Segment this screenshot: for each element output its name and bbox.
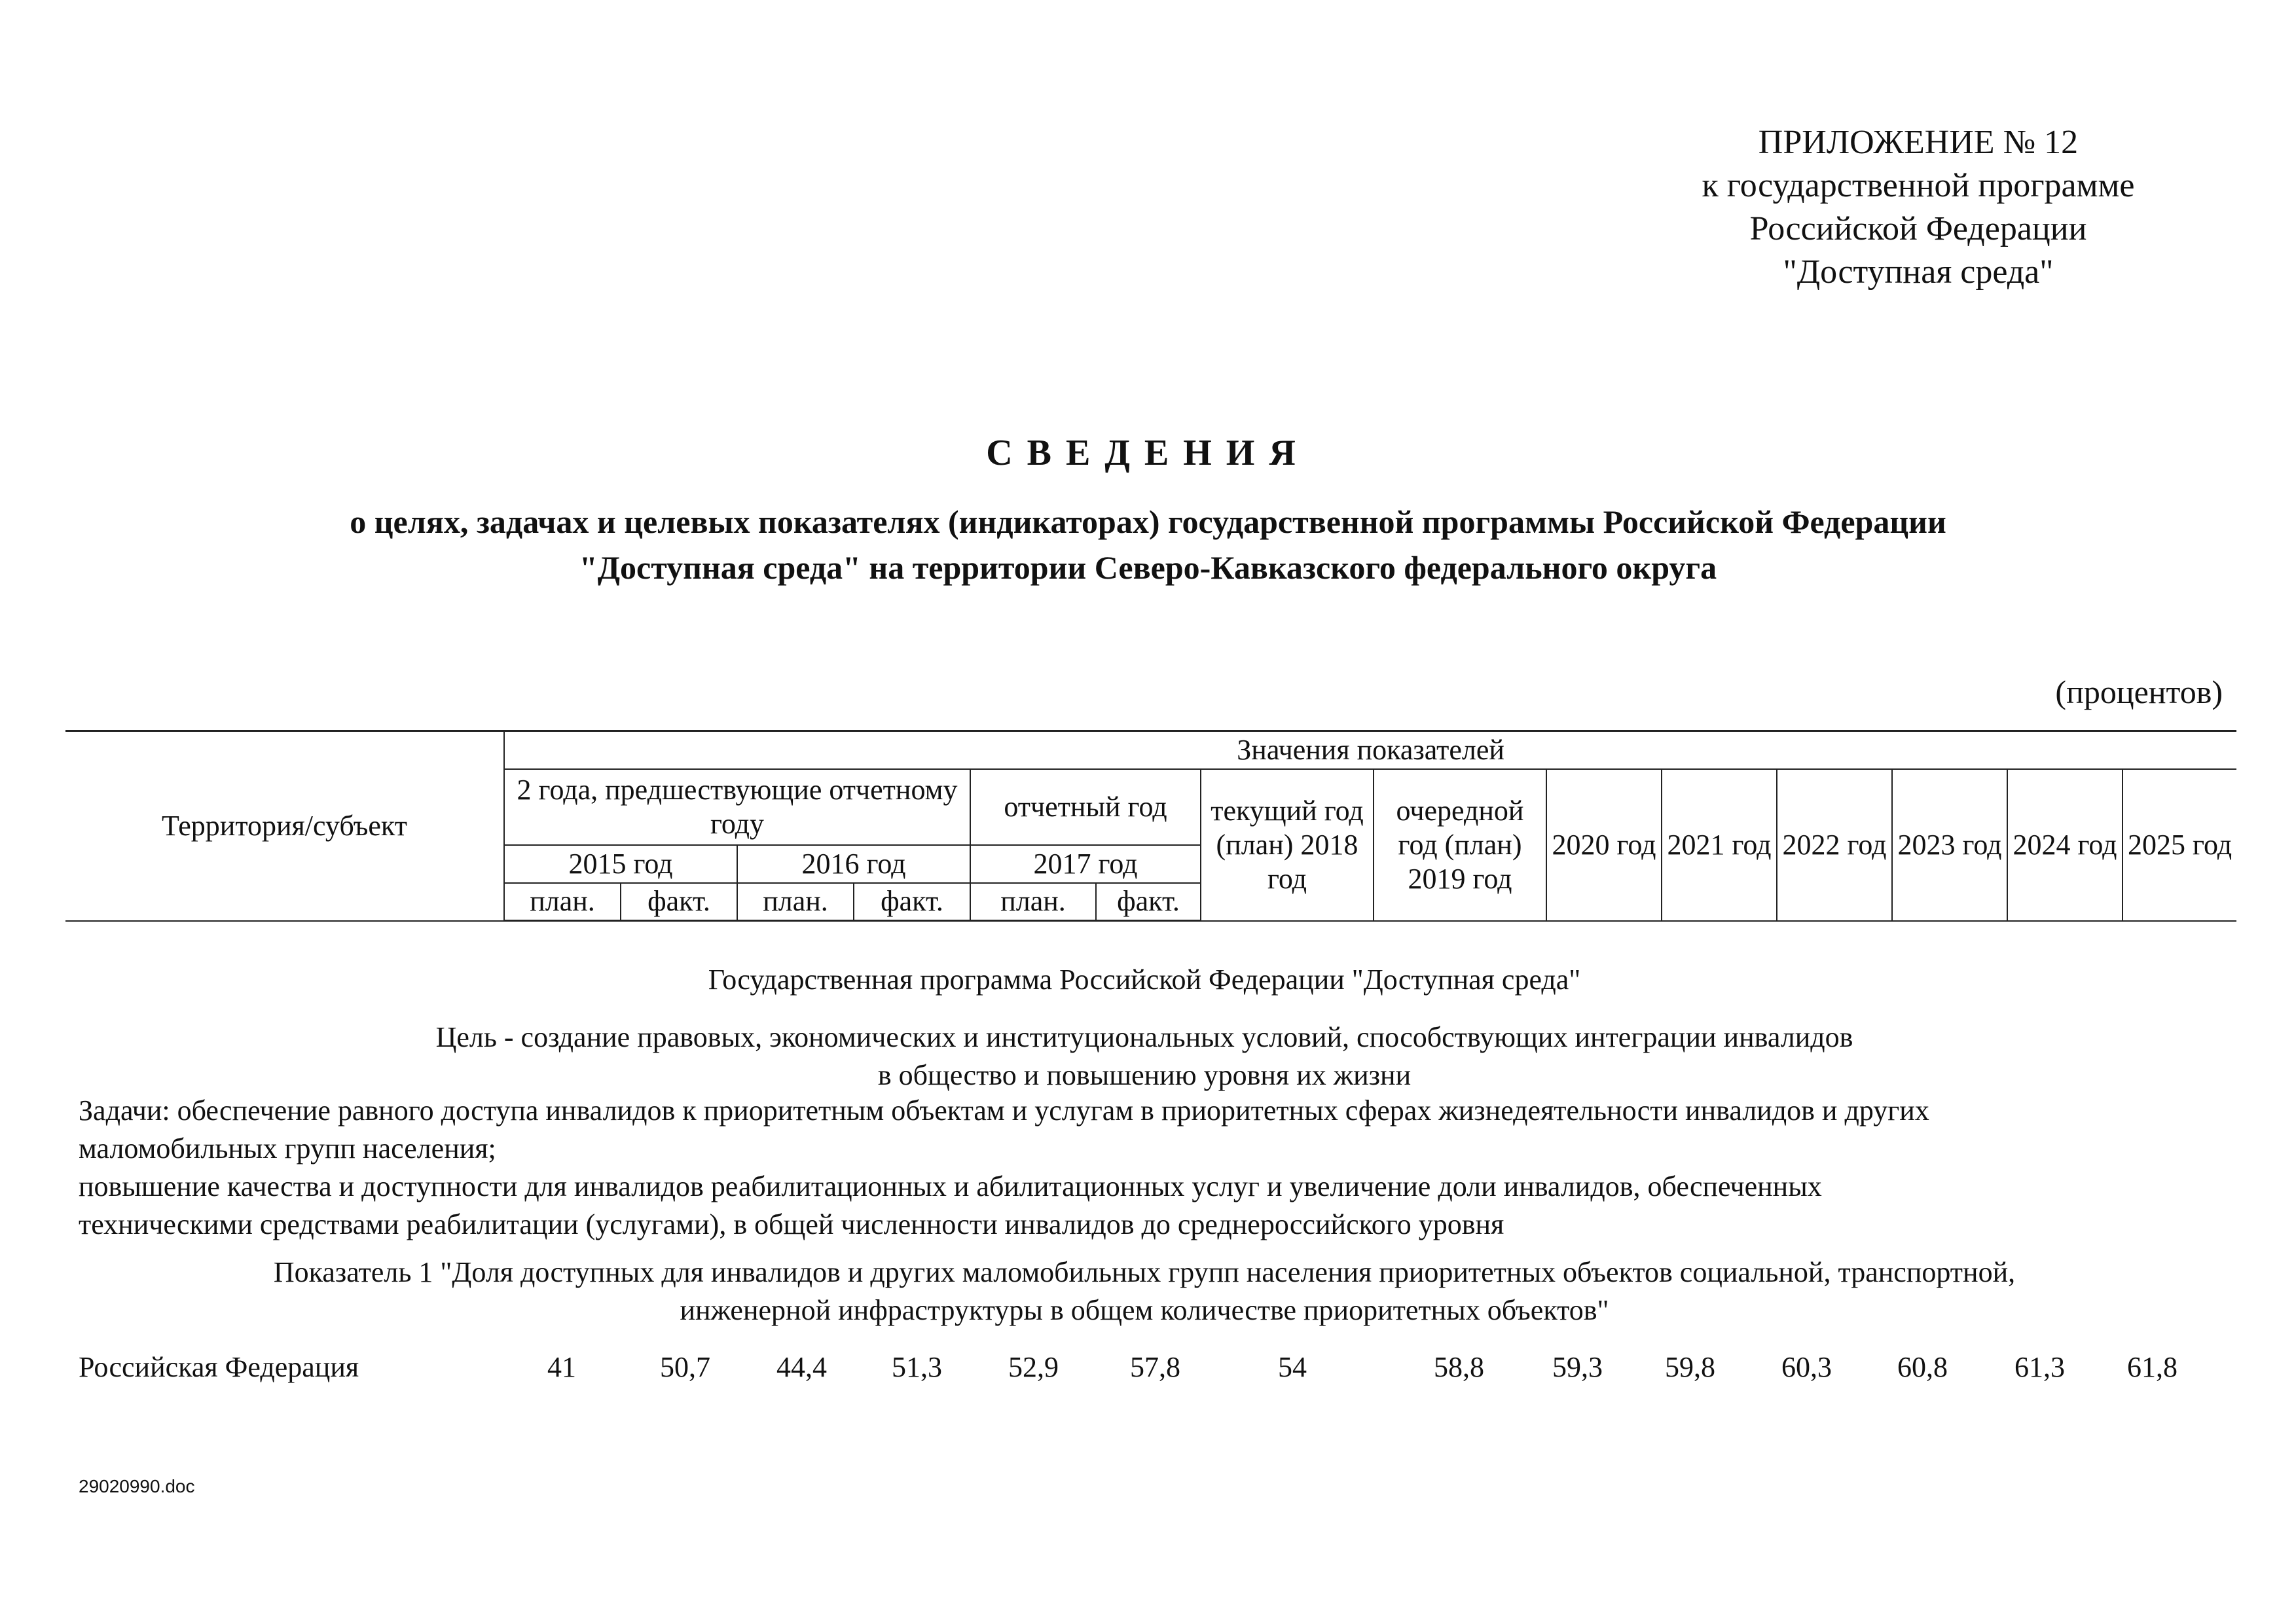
header-year-2024: 2024 год [2007, 769, 2123, 921]
units-label: (процентов) [2055, 674, 2223, 710]
header-current-year: текущий год (план) 2018 год [1201, 769, 1374, 921]
tasks-line-4: техническими средствами реабилитации (услугами), в общей численности инвалидов до среднероссийского уровня [79, 1208, 1504, 1240]
tasks-block [79, 1092, 2239, 1244]
document-title: СВЕДЕНИЯ [986, 433, 1310, 473]
value-2017-fact: 57,8 [1130, 1351, 1180, 1383]
header-values: Значения показателей [504, 731, 2236, 769]
header-year-2022: 2022 год [1777, 769, 1892, 921]
header-report-year: отчетный год [970, 769, 1201, 845]
header-2015: 2015 год [504, 845, 737, 883]
document-subtitle [0, 499, 2296, 590]
header-territory: Территория/субъект [65, 731, 504, 921]
indicator-line-1: Показатель 1 "Доля доступных для инвалидов и других маломобильных групп населения приоритетных объектов социальной, транспортной, [273, 1256, 2016, 1288]
value-2016-fact: 51,3 [892, 1351, 942, 1383]
header-year-2020: 2020 год [1546, 769, 1662, 921]
value-2023: 60,8 [1897, 1351, 1948, 1383]
header-2016: 2016 год [737, 845, 970, 883]
appendix-line-3: Российской Федерации [1749, 210, 2087, 247]
program-name: Государственная программа Российской Федерации "Доступная среда" [708, 964, 1581, 996]
value-2018-plan: 54 [1278, 1351, 1307, 1383]
header-year-2021: 2021 год [1662, 769, 1777, 921]
header-2017: 2017 год [970, 845, 1201, 883]
header-next-year: очередной год (план) 2019 год [1374, 769, 1546, 921]
header-year-2023: 2023 год [1892, 769, 2007, 921]
appendix-block [1624, 121, 2213, 294]
document-id: 29020990.doc [79, 1476, 195, 1496]
appendix-line-2: к государственной программе [1702, 167, 2135, 204]
goal-block [65, 1019, 2223, 1094]
subtitle-line-1: о целях, задачах и целевых показателях (индикаторах) государственной программы Российской Федерации [350, 503, 1946, 540]
value-2015-fact: 50,7 [660, 1351, 710, 1383]
value-2016-plan: 44,4 [776, 1351, 827, 1383]
value-2020: 59,3 [1552, 1351, 1603, 1383]
header-2015-fact: факт. [621, 883, 737, 921]
header-2017-fact: факт. [1096, 883, 1201, 921]
row-label-russian-federation: Российская Федерация [79, 1351, 359, 1383]
value-2021: 59,8 [1665, 1351, 1715, 1383]
appendix-line-4: "Доступная среда" [1783, 253, 2054, 291]
header-prev-years: 2 года, предшествующие отчетному году [504, 769, 970, 845]
value-2024: 61,3 [2014, 1351, 2065, 1383]
header-2017-plan: план. [970, 883, 1096, 921]
subtitle-line-2: "Доступная среда" на территории Северо-Кавказского федерального округа [579, 549, 1717, 586]
indicator-block [65, 1254, 2223, 1329]
tasks-line-3: повышение качества и доступности для инвалидов реабилитационных и абилитационных услуг и увеличение доли инвалидов, обеспеченных [79, 1170, 1822, 1202]
goal-line-1: Цель - создание правовых, экономических и институциональных условий, способствующих интеграции инвалидов [435, 1021, 1853, 1053]
tasks-line-2: маломобильных групп населения; [79, 1132, 496, 1164]
header-2016-plan: план. [737, 883, 854, 921]
header-2015-plan: план. [504, 883, 621, 921]
indicators-header-table [65, 730, 2236, 922]
tasks-line-1: Задачи: обеспечение равного доступа инвалидов к приоритетным объектам и услугам в приоритетных сферах жизнедеятельности инвалидов и других [79, 1094, 1929, 1127]
value-2022: 60,3 [1781, 1351, 1832, 1383]
goal-line-2: в общество и повышению уровня их жизни [877, 1059, 1412, 1091]
header-2016-fact: факт. [854, 883, 970, 921]
header-year-2025: 2025 год [2123, 769, 2236, 921]
value-2017-plan: 52,9 [1008, 1351, 1059, 1383]
appendix-number: ПРИЛОЖЕНИЕ № 12 [1758, 124, 2079, 161]
value-2019-plan: 58,8 [1434, 1351, 1484, 1383]
indicator-line-2: инженерной инфраструктуры в общем количестве приоритетных объектов" [680, 1294, 1609, 1326]
value-2015-plan: 41 [547, 1351, 576, 1383]
value-2025: 61,8 [2127, 1351, 2178, 1383]
